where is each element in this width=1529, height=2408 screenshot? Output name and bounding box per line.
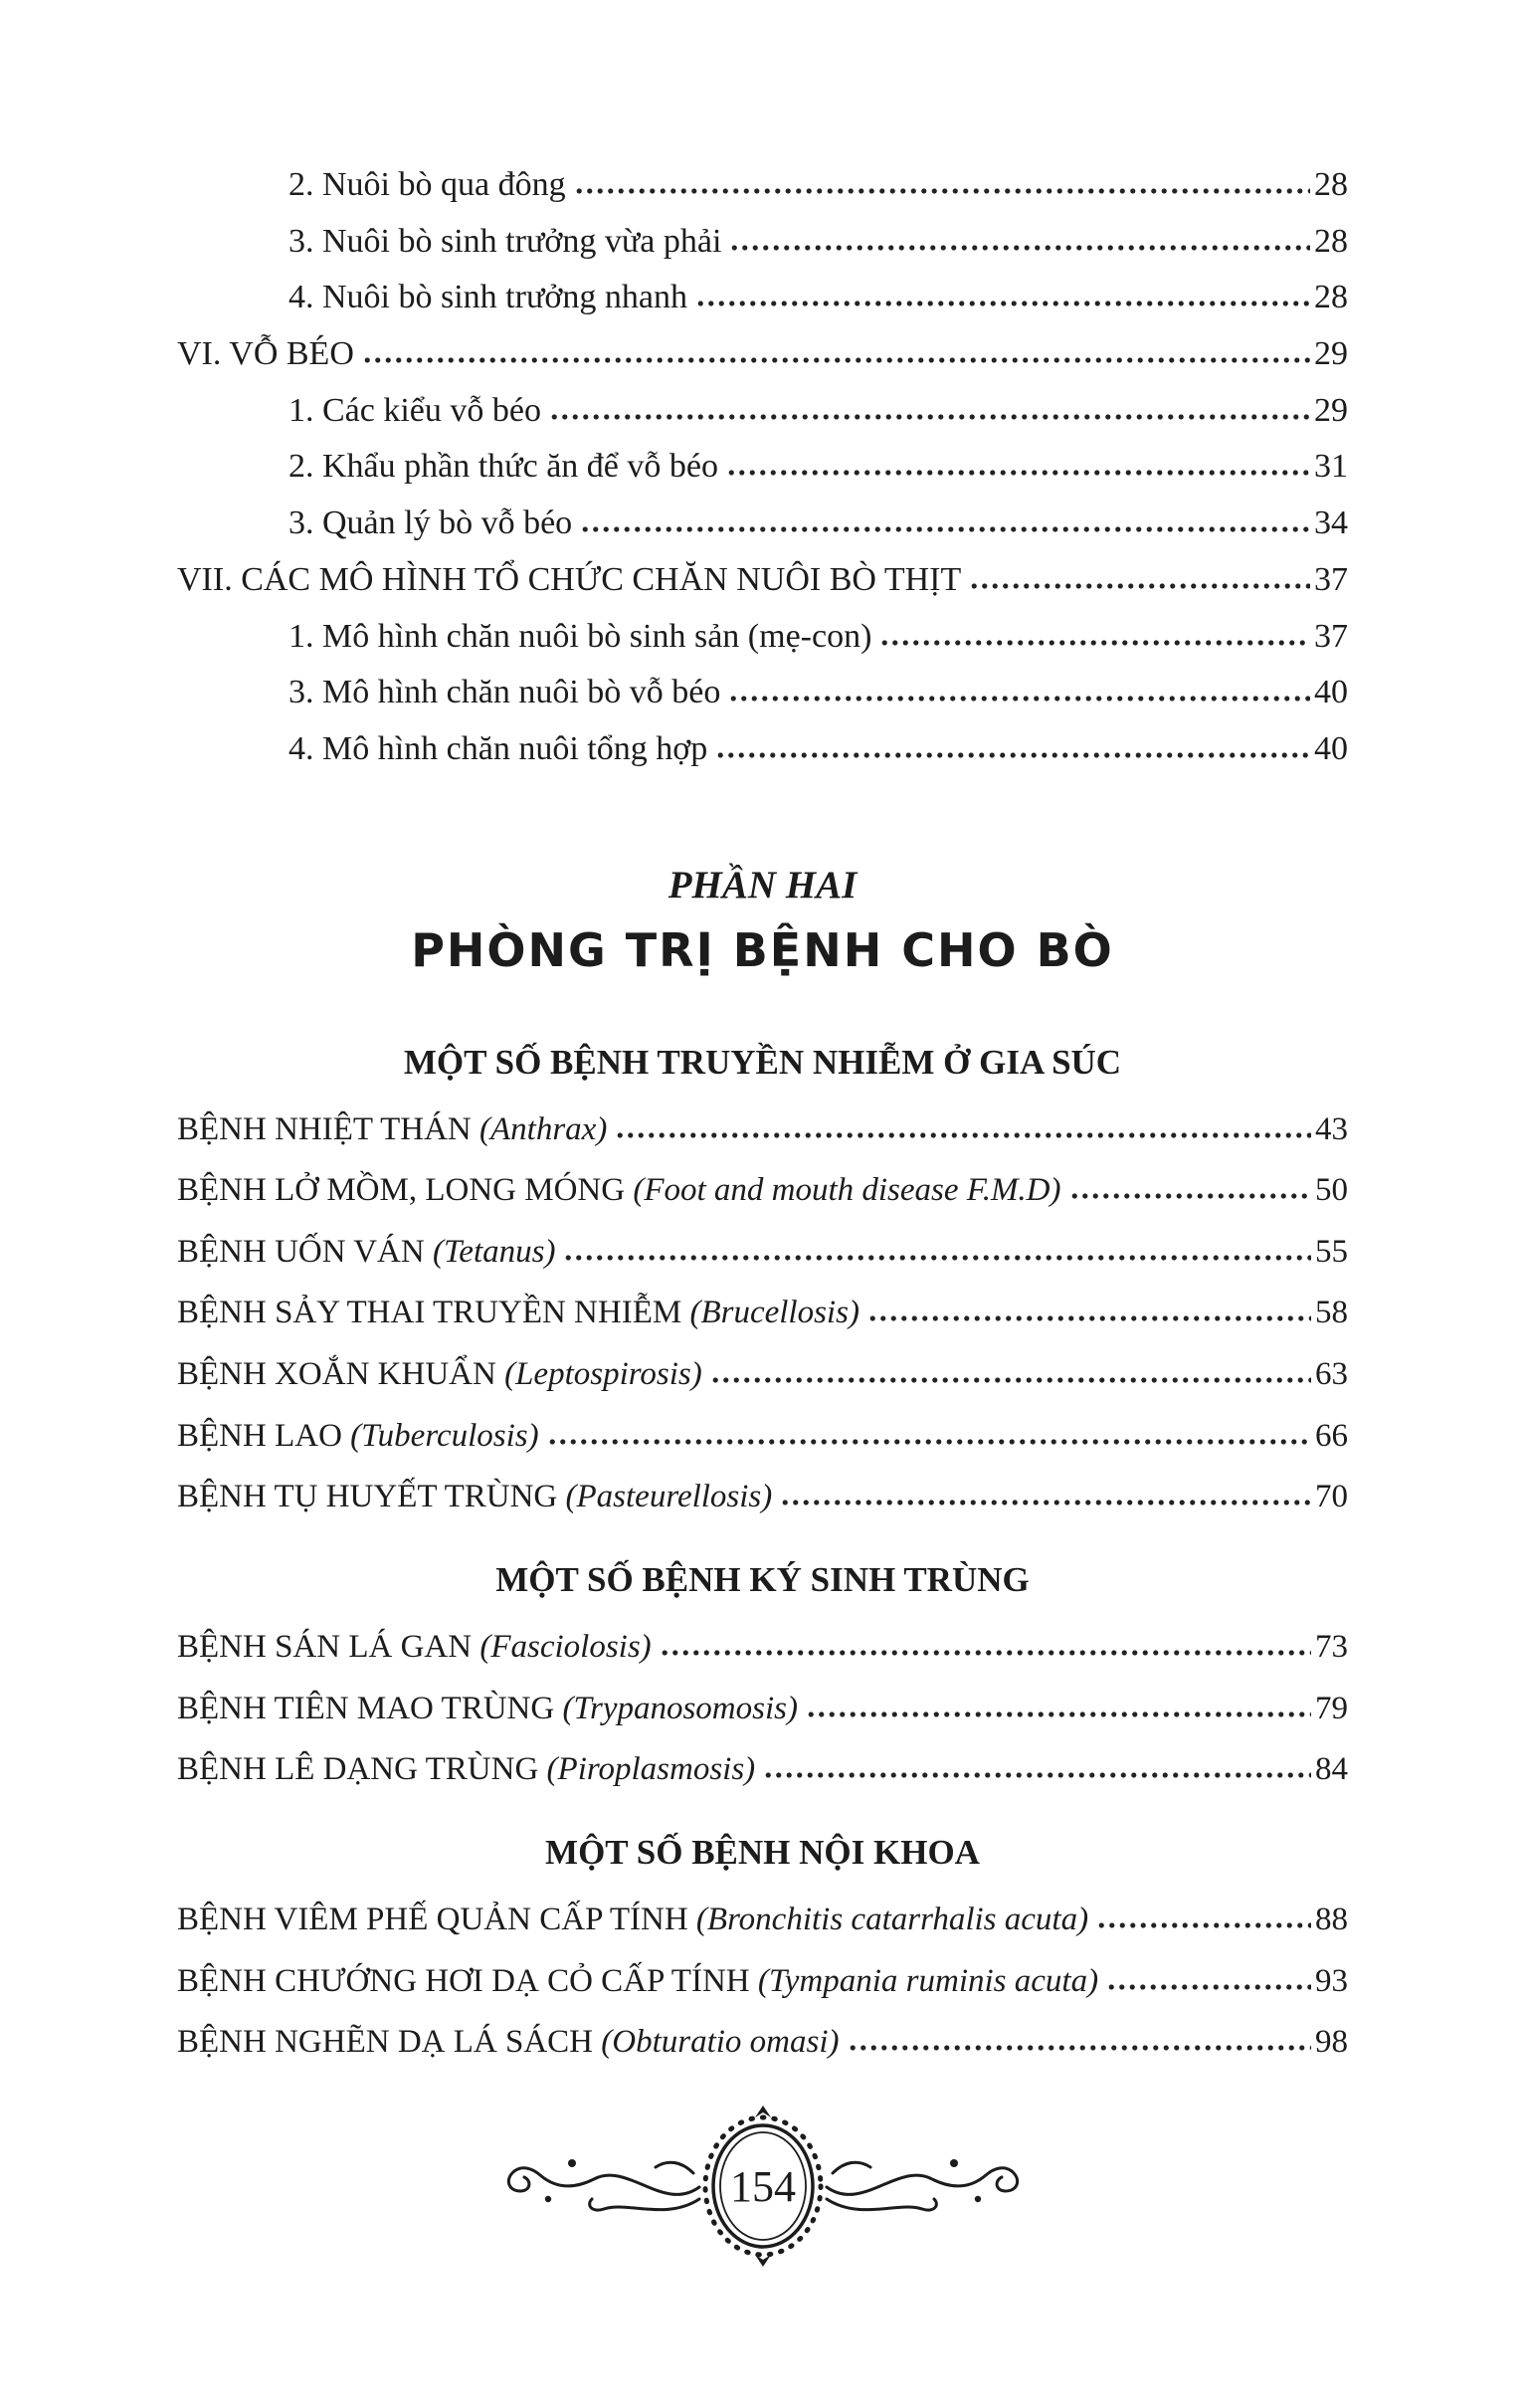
toc-entry bbox=[177, 1173, 1348, 1208]
toc-entry-page: 43 bbox=[1315, 1110, 1348, 1147]
toc-entry-label: BỆNH UỐN VÁN (Tetanus) bbox=[177, 1233, 556, 1270]
toc-entry bbox=[177, 1296, 1348, 1330]
toc-entry-latin: (Fasciolosis) bbox=[479, 1629, 652, 1666]
toc-entry-page: 29 bbox=[1314, 391, 1348, 429]
toc-entry-label: BỆNH SÁN LÁ GAN (Fasciolosis) bbox=[177, 1629, 652, 1666]
toc-entry-label: BỆNH LÊ DẠNG TRÙNG (Piroplasmosis) bbox=[177, 1751, 756, 1788]
section-infectious-diseases bbox=[177, 1043, 1348, 1514]
toc-entry-label: BỆNH LỞ MỒM, LONG MÓNG (Foot and mouth disease F.M.D) bbox=[177, 1172, 1061, 1209]
toc-entry-label: 3. Quản lý bò vỗ béo bbox=[288, 504, 573, 542]
page-number: 154 bbox=[729, 2161, 796, 2211]
dot-leader bbox=[867, 1314, 1311, 1322]
toc-entry-label: BỆNH TIÊN MAO TRÙNG (Trypanosomosis) bbox=[177, 1690, 798, 1726]
toc-entry-label: BỆNH TỤ HUYẾT TRÙNG (Pasteurellosis) bbox=[177, 1479, 773, 1515]
toc-entry-latin: (Tetanus) bbox=[432, 1233, 556, 1270]
dot-leader bbox=[580, 525, 1310, 533]
dot-leader bbox=[362, 356, 1310, 364]
toc-entry bbox=[177, 1964, 1348, 1999]
dot-leader bbox=[547, 1438, 1311, 1446]
toc-entry-label: 3. Nuôi bò sinh trưởng vừa phải bbox=[288, 222, 722, 260]
toc-entry-label: BỆNH XOẮN KHUẨN (Leptospirosis) bbox=[177, 1356, 702, 1393]
toc-entry-latin: (Tympania ruminis acuta) bbox=[757, 1962, 1099, 1999]
toc-entry bbox=[177, 1112, 1348, 1147]
dot-leader bbox=[1069, 1192, 1311, 1200]
dot-leader bbox=[563, 1254, 1311, 1262]
right-flourish bbox=[827, 2159, 1018, 2210]
page-footer bbox=[177, 2102, 1348, 2271]
toc-entry bbox=[177, 2025, 1348, 2060]
toc-top bbox=[177, 167, 1348, 767]
section-heading: MỘT SỐ BỆNH TRUYỀN NHIỄM Ở GIA SÚC bbox=[403, 1042, 1122, 1082]
toc-entry-label: 3. Mô hình chăn nuôi bò vỗ béo bbox=[288, 674, 721, 711]
toc-entry-page: 79 bbox=[1315, 1690, 1348, 1726]
toc-entry bbox=[177, 505, 1348, 541]
dot-leader bbox=[780, 1499, 1311, 1506]
dot-leader bbox=[615, 1131, 1311, 1139]
toc-entry-page: 28 bbox=[1314, 222, 1348, 260]
part-kicker: PHẦN HAI bbox=[668, 863, 858, 906]
toc-entry bbox=[177, 1752, 1348, 1787]
toc-entry-page: 70 bbox=[1315, 1479, 1348, 1515]
toc-entry-label: VII. CÁC MÔ HÌNH TỔ CHỨC CHĂN NUÔI BÒ THỊT bbox=[177, 560, 962, 598]
toc-entry bbox=[177, 224, 1348, 260]
toc-entry-label: 1. Các kiểu vỗ béo bbox=[288, 391, 541, 429]
toc-entry-page: 29 bbox=[1314, 335, 1348, 373]
toc-entry-latin: (Piroplasmosis) bbox=[546, 1751, 756, 1788]
toc-entry bbox=[177, 1235, 1348, 1270]
toc-entry bbox=[177, 1419, 1348, 1454]
toc-entry bbox=[177, 167, 1348, 203]
dot-leader bbox=[728, 695, 1310, 702]
left-flourish bbox=[508, 2159, 699, 2210]
toc-entry-latin: (Brucellosis) bbox=[689, 1295, 860, 1331]
part-title: PHÒNG TRỊ BỆNH CHO BÒ bbox=[411, 922, 1114, 977]
footer-ornament bbox=[445, 2102, 1081, 2271]
toc-entry-latin: (Obturatio omasi) bbox=[601, 2024, 840, 2061]
toc-entry-latin: (Bronchitis catarrhalis acuta) bbox=[695, 1901, 1089, 1937]
dot-leader bbox=[848, 2044, 1312, 2052]
section-internal-diseases bbox=[177, 1833, 1348, 2060]
toc-entry-page: 93 bbox=[1315, 1962, 1348, 1999]
toc-entry bbox=[177, 393, 1348, 429]
toc-entry-latin: (Leptospirosis) bbox=[504, 1356, 702, 1393]
dot-leader bbox=[729, 244, 1310, 252]
toc-entry-label: BỆNH NGHẼN DẠ LÁ SÁCH (Obturatio omasi) bbox=[177, 2024, 840, 2061]
toc-entry-label: BỆNH NHIỆT THÁN (Anthrax) bbox=[177, 1110, 608, 1147]
dot-leader bbox=[806, 1710, 1311, 1718]
toc-entry-page: 28 bbox=[1314, 279, 1348, 316]
toc-entry-latin: (Anthrax) bbox=[479, 1110, 608, 1147]
toc-entry bbox=[177, 562, 1348, 598]
toc-entry-page: 28 bbox=[1314, 166, 1348, 203]
toc-entry-page: 50 bbox=[1315, 1172, 1348, 1209]
toc-entry-latin: (Foot and mouth disease F.M.D) bbox=[633, 1172, 1061, 1209]
toc-entry bbox=[177, 336, 1348, 372]
toc-entry bbox=[177, 280, 1348, 315]
toc-entry bbox=[177, 1903, 1348, 1937]
dot-leader bbox=[715, 751, 1310, 759]
toc-entry bbox=[177, 1480, 1348, 1514]
toc-entry-page: 40 bbox=[1314, 674, 1348, 711]
toc-entry bbox=[177, 449, 1348, 485]
dot-leader bbox=[574, 187, 1310, 195]
toc-entry-latin: (Pasteurellosis) bbox=[565, 1479, 773, 1515]
toc-entry-page: 66 bbox=[1315, 1417, 1348, 1454]
section-heading: MỘT SỐ BỆNH KÝ SINH TRÙNG bbox=[495, 1560, 1030, 1600]
dot-leader bbox=[969, 582, 1310, 590]
toc-entry bbox=[177, 675, 1348, 710]
toc-entry-label: BỆNH LAO (Tuberculosis) bbox=[177, 1417, 539, 1454]
dot-leader bbox=[660, 1649, 1311, 1657]
ornament-bottom-finial bbox=[755, 2255, 771, 2267]
toc-entry-label: 4. Nuôi bò sinh trưởng nhanh bbox=[288, 279, 687, 316]
dot-leader bbox=[726, 469, 1310, 477]
toc-entry bbox=[177, 1630, 1348, 1665]
toc-entry-page: 73 bbox=[1315, 1629, 1348, 1666]
dot-leader bbox=[710, 1376, 1311, 1384]
toc-entry-label: 1. Mô hình chăn nuôi bò sinh sản (mẹ-con) bbox=[288, 617, 872, 655]
toc-entry-label: BỆNH VIÊM PHẾ QUẢN CẤP TÍNH (Bronchitis catarrhalis acuta) bbox=[177, 1901, 1089, 1937]
dot-leader bbox=[1096, 1921, 1311, 1929]
toc-entry-page: 58 bbox=[1315, 1295, 1348, 1331]
toc-entry-label: 2. Khẩu phần thức ăn để vỗ béo bbox=[288, 448, 718, 486]
toc-entry-label: 4. Mô hình chăn nuôi tổng hợp bbox=[288, 729, 708, 767]
toc-entry-page: 55 bbox=[1315, 1233, 1348, 1270]
toc-entry bbox=[177, 1357, 1348, 1392]
section-parasitic-diseases bbox=[177, 1560, 1348, 1787]
toc-entry-label: 2. Nuôi bò qua đông bbox=[288, 166, 566, 203]
toc-entry bbox=[177, 731, 1348, 767]
dot-leader bbox=[695, 300, 1310, 307]
dot-leader bbox=[763, 1771, 1311, 1779]
toc-entry bbox=[177, 619, 1348, 655]
dot-leader bbox=[879, 639, 1310, 647]
toc-entry-page: 40 bbox=[1314, 729, 1348, 767]
toc-entry-page: 98 bbox=[1315, 2024, 1348, 2061]
toc-entry-label: BỆNH CHƯỚNG HƠI DẠ CỎ CẤP TÍNH (Tympania ruminis acuta) bbox=[177, 1962, 1099, 1999]
toc-entry-page: 37 bbox=[1314, 617, 1348, 655]
toc-entry-label: VI. VỖ BÉO bbox=[177, 335, 354, 373]
toc-entry bbox=[177, 1692, 1348, 1726]
toc-entry-page: 34 bbox=[1314, 504, 1348, 542]
toc-entry-latin: (Tuberculosis) bbox=[350, 1417, 539, 1454]
toc-entry-page: 31 bbox=[1314, 448, 1348, 486]
toc-entry-page: 37 bbox=[1314, 560, 1348, 598]
dot-leader bbox=[549, 413, 1310, 421]
toc-entry-latin: (Trypanosomosis) bbox=[562, 1690, 798, 1726]
section-heading: MỘT SỐ BỆNH NỘI KHOA bbox=[545, 1832, 980, 1872]
toc-entry-label: BỆNH SẢY THAI TRUYỀN NHIỄM (Brucellosis) bbox=[177, 1295, 860, 1331]
dot-leader bbox=[1106, 1983, 1311, 1991]
toc-entry-page: 88 bbox=[1315, 1901, 1348, 1937]
toc-entry-page: 63 bbox=[1315, 1356, 1348, 1393]
toc-entry-page: 84 bbox=[1315, 1751, 1348, 1788]
